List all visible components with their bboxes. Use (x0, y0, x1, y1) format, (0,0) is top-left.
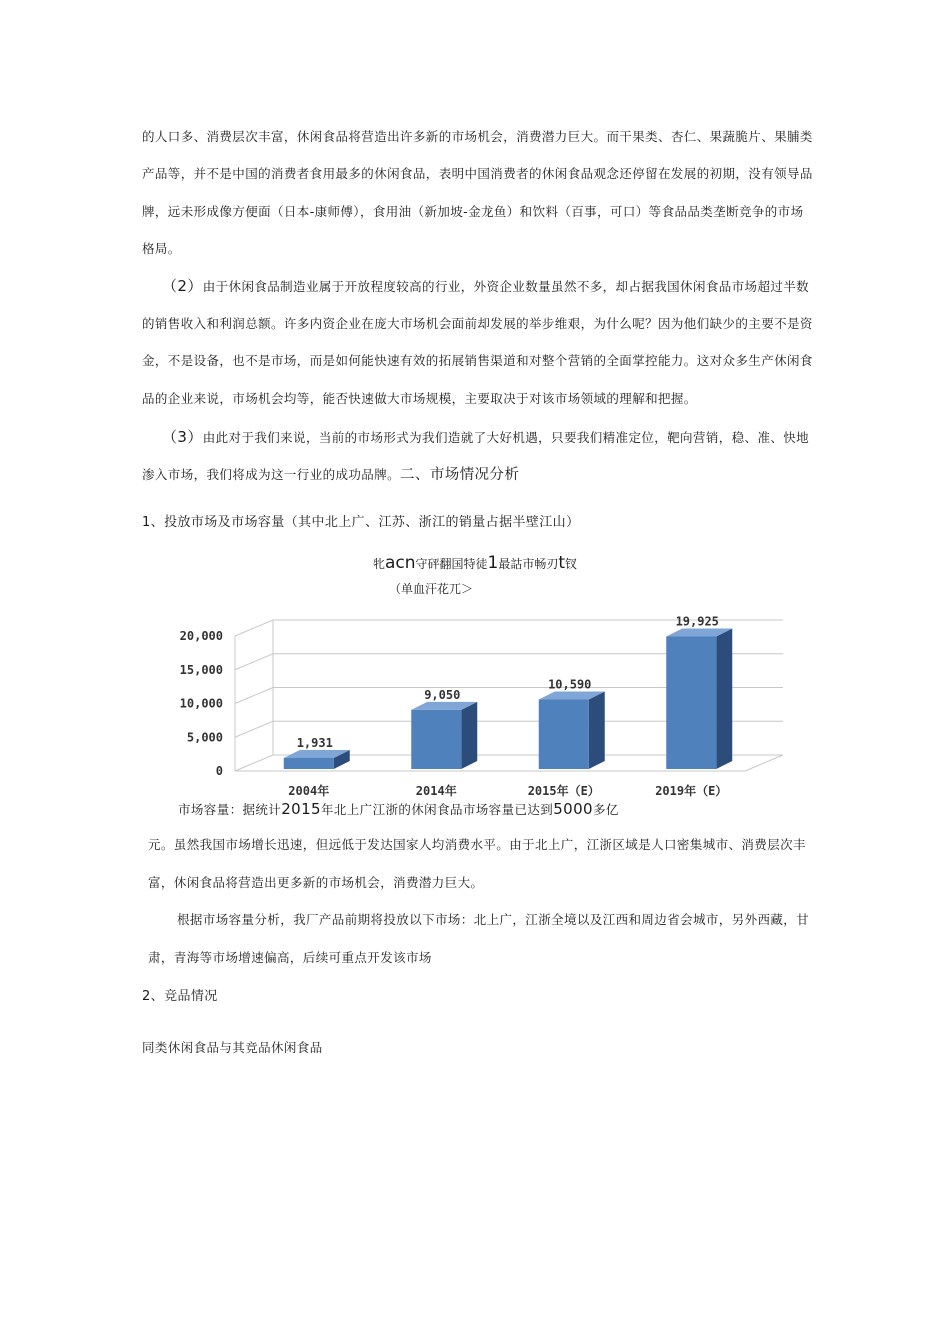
paragraph-4-line-1: 元。虽然我国市场增长迅速，但远低于发达国家人均消费水平。由于北上广，江浙区域是人口密集城市、消费层次丰 (148, 837, 806, 852)
x-tick-label: 2015年（E） (527, 784, 600, 798)
gridline-side (235, 755, 273, 771)
capacity-year: 2015 (281, 800, 321, 818)
bar-side (716, 629, 732, 769)
paragraph-1-line-2: 产品等，并不是中国的消费者食用最多的休闲食品，表明中国消费者的休闲食品观念还停留在发展的初期，没有领导品 (142, 166, 813, 181)
gridline-side (235, 688, 273, 704)
chart-title-part-4: 1 (487, 553, 499, 573)
paragraph-2-line-1 (162, 277, 809, 296)
bar-chart (150, 604, 800, 804)
capacity-post: 多亿 (592, 802, 619, 817)
chart-title-part-7: 钗 (565, 557, 578, 571)
gridline-side (235, 654, 273, 670)
gridline-side (235, 620, 273, 636)
paragraph-3-text: 由此对于我们来说，当前的市场形式为我们造就了大好机遇，只要我们精准定位，靶向营销，稳、准、快地 (202, 430, 810, 445)
section-1-title: 1、投放市场及市场容量（其中北上广、江苏、浙江的销量占据半壁江山） (142, 515, 580, 530)
paragraph-1-line-1: 的人口多、消费层次丰富，休闲食品将营造出许多新的市场机会，消费潜力巨大。而干果类、杏仁、果蔬脆片、果脯类 (142, 129, 813, 144)
paragraph-3-text-2: 渗入市场，我们将成为这一行业的成功品牌。 (142, 467, 401, 482)
chart-title-part-2: acn (384, 553, 416, 573)
paragraph-5-line-1: 根据市场容量分析，我厂产品前期将投放以下市场：北上广，江浙全境以及江西和周边省会城市，另外西藏，甘 (177, 912, 810, 927)
chart-title-part-6: t (558, 553, 566, 573)
chart-title (0, 553, 950, 573)
gridline-side (235, 721, 273, 737)
section-heading: 二、市场情况分析 (400, 467, 520, 483)
bar (666, 637, 716, 769)
paragraph-4-line-2: 富，休闲食品将营造出更多新的市场机会，消费潜力巨大。 (148, 875, 484, 890)
paragraph-1-line-3: 牌，远未形成像方便面（日本-康师傅），食用油（新加坡-金龙鱼）和饮料（百事，可口）等食品品类垄断竞争的市场 (142, 204, 804, 219)
capacity-pre: 市场容量：据统计 (178, 802, 282, 817)
capacity-line (178, 800, 619, 819)
data-label: 19,925 (675, 614, 719, 629)
paragraph-2-number: （2） (162, 277, 203, 295)
competitor-line: 同类休闲食品与其竞品休闲食品 (142, 1040, 323, 1055)
paragraph-2-line-3: 金，不是设备，也不是市场，而是如何能快速有效的拓展销售渠道和对整个营销的全面掌控能力。这对众多生产休闲食 (142, 353, 813, 368)
y-tick-label: 5,000 (186, 730, 223, 745)
paragraph-5-line-2: 肃，青海等市场增速偏高，后续可重点开发该市场 (148, 950, 432, 965)
x-tick-label: 2019年（E） (655, 784, 728, 798)
x-tick-label: 2004年 (288, 784, 330, 798)
chart-subtitle: （单血汗花兀＞ (388, 582, 473, 596)
paragraph-3-line-2 (142, 466, 519, 484)
data-label: 9,050 (424, 687, 461, 702)
data-label: 1,931 (296, 735, 333, 750)
paragraph-2-line-2: 的销售收入和利润总额。许多内资企业在庞大市场机会面前却发展的举步维艰，为什么呢？因为他们缺少的主要不是资 (142, 316, 813, 331)
section-2-title: 2、竞品情况 (142, 989, 218, 1004)
paragraph-2-text: 由于休闲食品制造业属于开放程度较高的行业，外资企业数量虽然不多，却占据我国休闲食品市场超过半数 (202, 279, 810, 294)
x-tick-label: 2014年 (415, 784, 457, 798)
chart-title-part-3: 守砰翻国特徒 (415, 557, 488, 571)
capacity-value: 5000 (553, 800, 593, 818)
bar (284, 758, 334, 769)
y-tick-label: 0 (215, 764, 223, 778)
paragraph-2-line-4: 品的企业来说，市场机会均等，能否快速做大市场规模，主要取决于对该市场领域的理解和把握。 (142, 391, 697, 406)
floor-edge (745, 755, 783, 771)
capacity-mid: 年北上广江浙的休闲食品市场容量已达到 (320, 802, 554, 817)
paragraph-3-line-1 (162, 428, 809, 447)
paragraph-3-number: （3） (162, 428, 203, 446)
paragraph-1-line-4: 格局。 (142, 241, 181, 256)
chart-title-part-5: 最詁市畅刃 (498, 557, 559, 571)
y-tick-label: 20,000 (179, 629, 223, 643)
y-tick-label: 10,000 (179, 696, 223, 711)
bar-side (461, 702, 477, 769)
bar-side (589, 692, 605, 769)
bar (539, 700, 589, 769)
y-tick-label: 15,000 (179, 662, 223, 677)
chart-title-part-1: 牝 (372, 557, 385, 571)
bar (411, 710, 461, 769)
data-label: 10,590 (548, 677, 592, 692)
